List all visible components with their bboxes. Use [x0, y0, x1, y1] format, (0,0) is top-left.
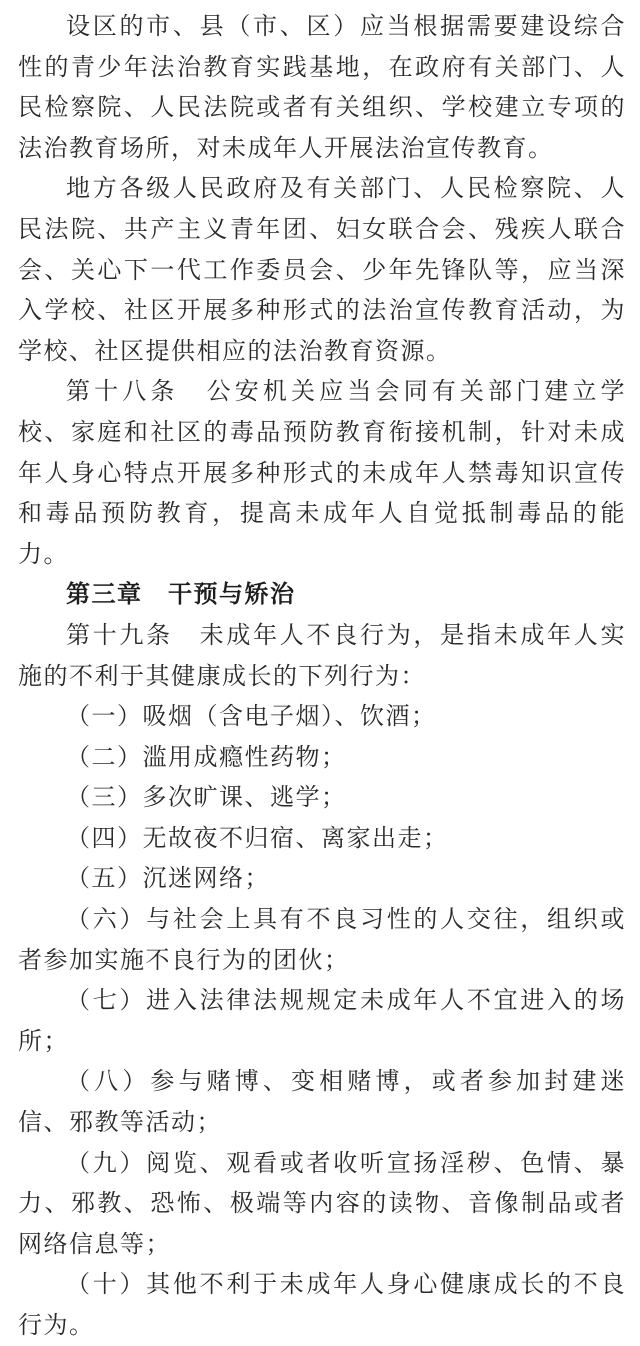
- list-item: （三）多次旷课、逃学；: [66, 783, 347, 812]
- chapter-heading: 第三章 干预与矫治: [66, 580, 296, 609]
- list-item: （一）吸烟（含电子烟）、饮酒；: [66, 702, 437, 731]
- list-item: （六）与社会上具有不良习性的人交往，组织或者参加实施不良行为的团伙；: [18, 905, 626, 974]
- list-item: （七）进入法律法规规定未成年人不宜进入的场所；: [18, 986, 626, 1055]
- list-item: （五）沉迷网络；: [66, 864, 270, 893]
- list-item: （十）其他不利于未成年人身心健康成长的不良行为。: [18, 1270, 626, 1339]
- paragraph-legal-education-base: 设区的市、县（市、区）应当根据需要建设综合性的青少年法治教育实践基地，在政府有关部门、人民检察院、人民法院或者有关组织、学校建立专项的法治教育场所，对未成年人开展法治宣传教育。: [18, 12, 626, 162]
- paragraph-article-19: 第十九条 未成年人不良行为，是指未成年人实施的不利于其健康成长的下列行为：: [18, 620, 626, 690]
- behavior-list: [18, 696, 626, 1346]
- list-item: （八）参与赌博、变相赌博，或者参加封建迷信、邪教等活动；: [18, 1067, 626, 1137]
- paragraph-article-18: 第十八条 公安机关应当会同有关部门建立学校、家庭和社区的毒品预防教育衔接机制，针对未成年人身心特点开展多种形式的未成年人禁毒知识宣传和毒品预防教育，提高未成年人自觉抵制毒品的能力。: [18, 377, 626, 568]
- list-item: （二）滥用成瘾性药物；: [66, 742, 347, 771]
- paragraph-local-government-activities: 地方各级人民政府及有关部门、人民检察院、人民法院、共产主义青年团、妇女联合会、残疾人联合会、关心下一代工作委员会、少年先锋队等，应当深入学校、社区开展多种形式的法治宣传教育活动，为学校、社区提供相应的法治教育资源。: [18, 174, 626, 365]
- list-item: （四）无故夜不归宿、离家出走；: [66, 823, 449, 852]
- list-item: （九）阅览、观看或者收听宣扬淫秽、色情、暴力、邪教、恐怖、极端等内容的读物、音像制品或者网络信息等；: [18, 1148, 626, 1258]
